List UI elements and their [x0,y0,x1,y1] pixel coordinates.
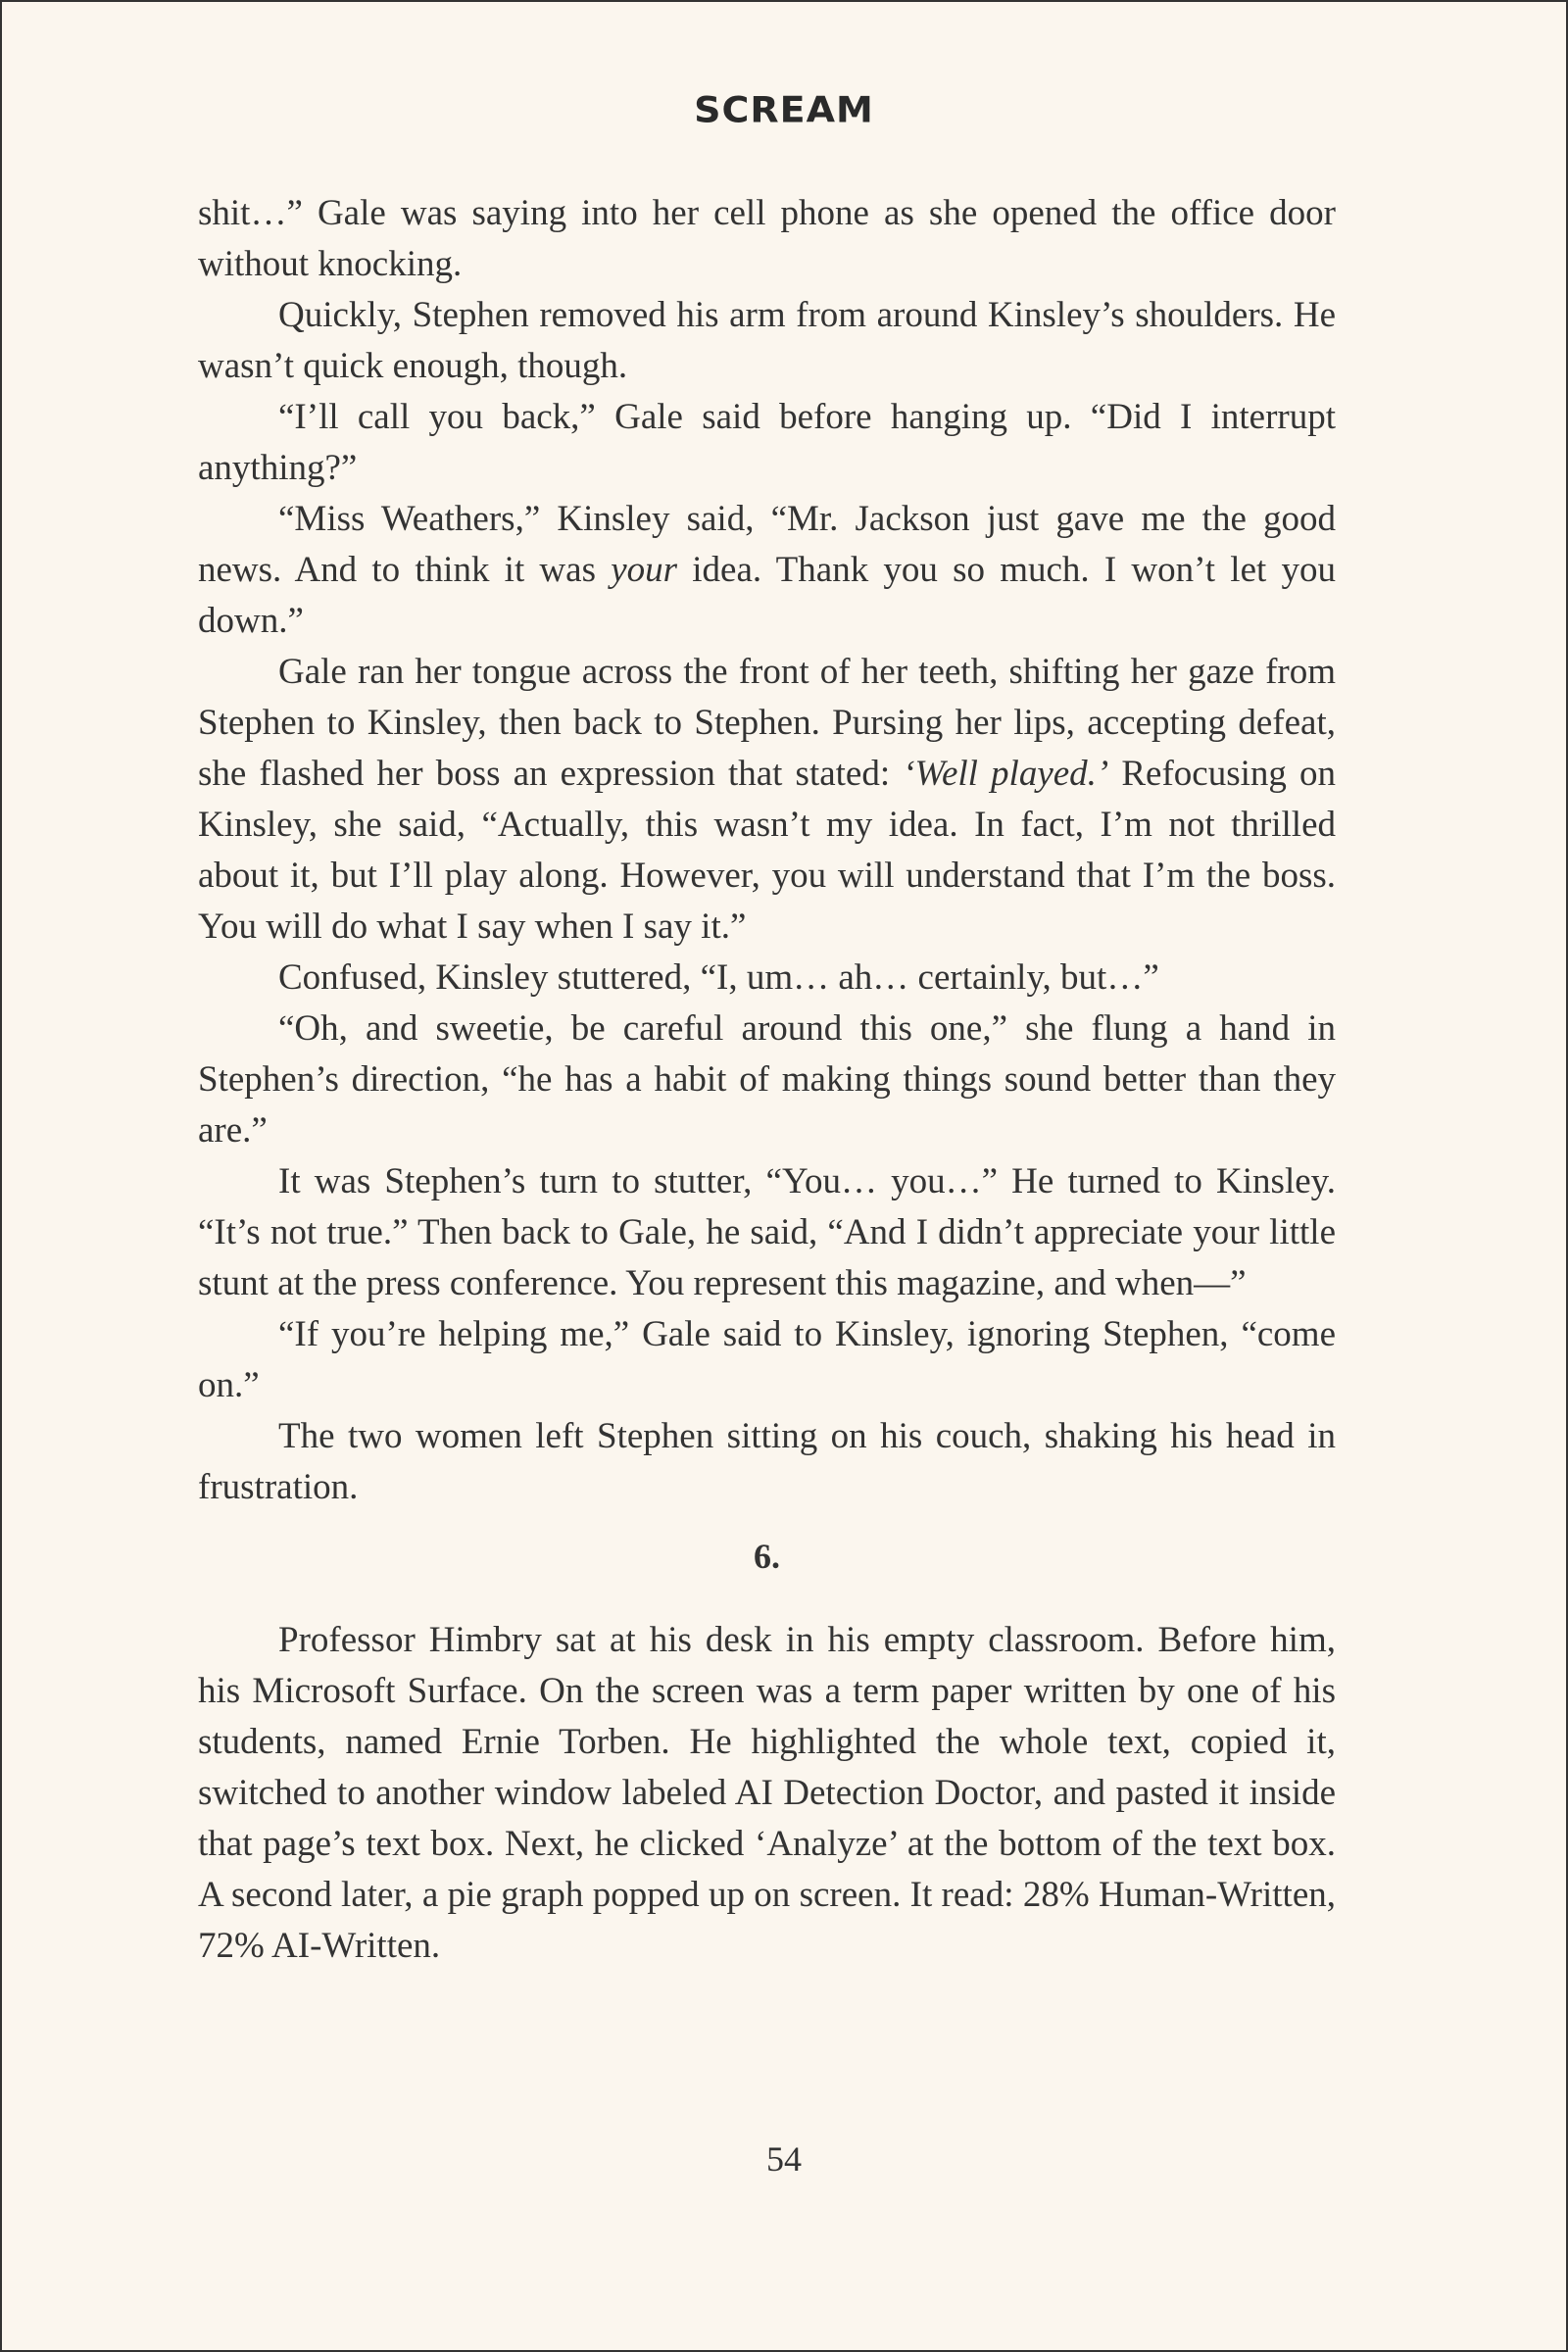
section-number: 6. [754,1537,780,1576]
page-number: 54 [766,2139,802,2179]
body-text [198,188,1336,1972]
paragraph: The two women left Stephen sitting on his couch, shaking his head in frustration. [198,1416,1336,1507]
paragraph: Quickly, Stephen removed his arm from around Kinsley’s shoulders. He wasn’t quick enough, though. [198,295,1336,386]
paragraph-text: Gale ran her tongue across the front of her teeth, shifting her gaze from Stephen to Kinsley, then back to Stephen. Pursing her lips, accepting defeat, she flashed her boss an expression that stated: [198,652,1336,794]
paragraph: Confused, Kinsley stuttered, “I, um… ah… certainly, but…” [278,957,1159,998]
running-header: SCREAM [694,89,874,130]
emphasis-text: ‘Well played.’ [903,754,1109,794]
paragraph: It was Stephen’s turn to stutter, “You… you…” He turned to Kinsley. “It’s not true.” Then back to Gale, he said, “And I didn’t appreciate your little stunt at the press conference. You represent this magazine, and when—” [198,1161,1336,1303]
paragraph-continued: shit…” Gale was saying into her cell phone as she opened the office door without knocking. [198,193,1336,284]
paragraph [198,494,1336,647]
paragraph: “I’ll call you back,” Gale said before hanging up. “Did I interrupt anything?” [198,397,1336,488]
paragraph [198,647,1336,953]
emphasis-text: your [611,550,678,590]
paragraph: “Oh, and sweetie, be careful around this one,” she flung a hand in Stephen’s direction, “he has a habit of making things sound better than they are.” [198,1008,1336,1151]
paragraph: “If you’re helping me,” Gale said to Kinsley, ignoring Stephen, “come on.” [198,1314,1336,1405]
paragraph-text: “Miss Weathers,” Kinsley said, “Mr. Jackson just gave me the good news. And to think it was [198,499,1336,590]
paragraph-text: idea. Thank you so much. I won’t let you down.” [198,550,1336,641]
paragraph: Professor Himbry sat at his desk in his empty classroom. Before him, his Microsoft Surface. On the screen was a term paper written by one of his students, named Ernie Torben. He highlighted the whole text, copied it, switched to another window labeled AI Detection Doctor, and pasted it inside that page’s text box. Next, he clicked ‘Analyze’ at the bottom of the text box. A second later, a pie graph popped up on screen. It read: 28% Human-Written, 72% AI-Written. [198,1620,1336,1966]
paragraph-text: Refocusing on Kinsley, she said, “Actually, this wasn’t my idea. In fact, I’m not thrilled about it, but I’ll play along. However, you will understand that I’m the boss. You will do what I say when I say it.” [198,754,1336,947]
